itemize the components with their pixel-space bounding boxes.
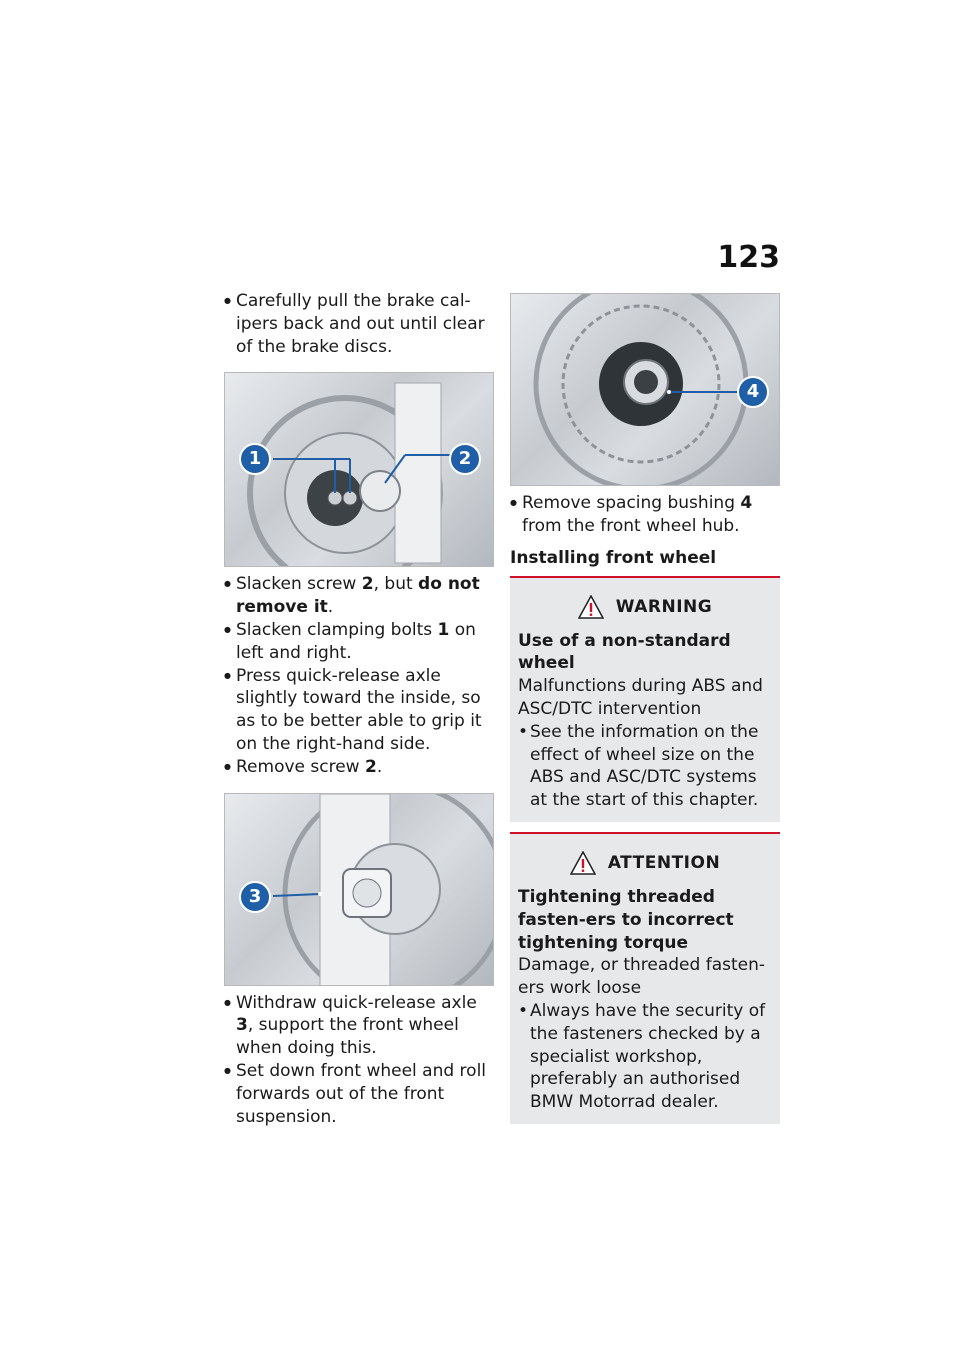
attention-items	[518, 1000, 772, 1114]
warning-box	[510, 576, 780, 822]
steps-list-1	[224, 573, 496, 778]
attention-title: ATTENTION	[607, 852, 721, 873]
figure-quick-release-axle	[224, 793, 494, 986]
list-item: ● Remove spacing bushing 4 from the front wheel hub.	[510, 492, 780, 538]
list-item: ● Carefully pull the brake cal-ipers back and out until clear of the brake discs.	[224, 290, 496, 358]
warning-body: Malfunctions during ABS and ASC/DTC intervention	[518, 676, 763, 719]
list-item: ● Slacken screw 2, but do not remove it.	[224, 573, 496, 619]
attention-subject: Tightening threaded fasten-ers to incorrect tightening torque	[518, 886, 734, 953]
warning-header	[518, 592, 772, 622]
callout-4: 4	[737, 376, 769, 408]
callout-2: 2	[449, 443, 481, 475]
warning-subject: Use of a non-standard wheel	[518, 630, 731, 674]
callout-3: 3	[239, 881, 271, 913]
list-item: ● Set down front wheel and roll forwards out of the front suspension.	[224, 1060, 496, 1128]
left-column	[224, 290, 496, 1128]
steps-list-3	[510, 492, 780, 538]
attention-body: Damage, or threaded fasten-ers work loose	[518, 955, 766, 999]
list-item: ● Press quick-release axle slightly toward the inside, so as to be better able to grip it on the right-hand side.	[224, 665, 496, 756]
figure-spacing-bushing	[510, 293, 780, 486]
attention-header	[518, 848, 772, 878]
steps-list-2	[224, 992, 496, 1129]
figure-brake-caliper-bolts	[224, 372, 494, 567]
callout-1: 1	[239, 443, 271, 475]
list-item: ● Slacken clamping bolts 1 on left and right.	[224, 619, 496, 665]
list-item: ● Remove screw 2.	[224, 756, 496, 779]
warning-items	[518, 721, 772, 812]
right-column	[510, 293, 780, 1124]
list-item: ● Withdraw quick-release axle 3, support the front wheel when doing this.	[224, 992, 496, 1060]
warning-title: WARNING	[615, 596, 713, 617]
page-number: 123	[717, 240, 780, 275]
list-item: • See the information on the effect of wheel size on the ABS and ASC/DTC systems at the start of this chapter.	[518, 721, 772, 812]
attention-box	[510, 832, 780, 1124]
intro-list	[224, 290, 496, 358]
section-title: Installing front wheel	[510, 547, 717, 568]
warning-triangle-icon	[578, 595, 604, 619]
list-item: • Always have the security of the fasteners checked by a specialist workshop, preferably an authorised BMW Motorrad dealer.	[518, 1000, 772, 1114]
warning-triangle-icon	[570, 851, 596, 875]
